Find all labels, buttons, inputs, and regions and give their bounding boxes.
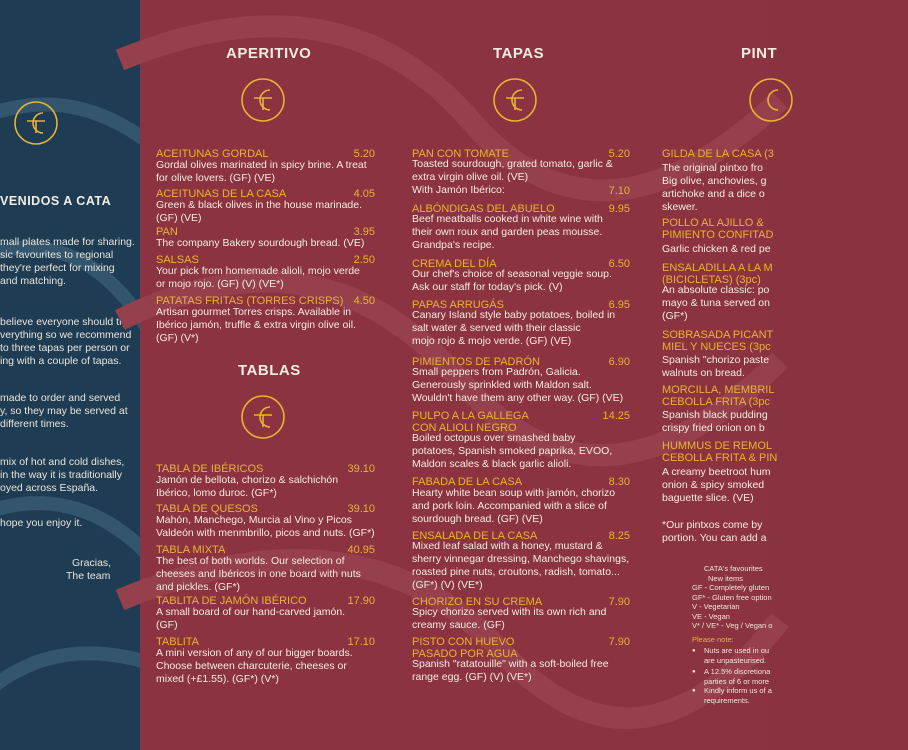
pintxos-column [662,0,778,750]
menu-item-name: PULPO A LA GALLEGA CON ALIOLI NEGRO [412,410,529,434]
please-note-heading: Please note: [692,635,734,644]
menu-item-name: CREMA DEL DÍA [412,258,497,270]
menu-item-description: Spicy chorizo served with its own rich and creamy sauce. (GF) [412,606,607,631]
menu-item-price: 7.90 [608,596,630,608]
menu-item-description: The original pintxo fro Big olive, anchovies, g artichoke and a dice o skewer. [662,162,767,213]
menu-item-price: 7.90 [608,636,630,648]
menu-item-name: TABLA MIXTA [156,544,226,556]
menu-item-name: PATATAS FRITAS (TORRES CRISPS) [156,295,344,307]
note-service-charge: ● A 12.5% discretiona parties of 6 or more [704,667,904,686]
menu-item-price-jamon: 7.10 [608,185,630,197]
note-nuts: ● Nuts are used in ou are unpasteurised. [704,646,904,665]
menu-item-price: 2.50 [353,254,375,266]
menu-item-price: 14.25 [602,410,630,422]
menu-item-price: 9.95 [608,203,630,215]
menu-item-description: A mini version of any of our bigger boards. Choose between charcuterie, cheeses or mixed (+£1.55). (GF*) (V*) [156,647,353,685]
menu-item-price: 6.90 [608,356,630,368]
menu-item-name: TABLA DE IBÉRICOS [156,463,264,475]
menu-item-description: Garlic chicken & red pe [662,243,771,255]
menu-item-name: TABLA DE QUESOS [156,503,258,515]
legend-vegan: VE - Vegan [692,612,730,621]
menu-item-description: A small board of our hand-carved jamón. (GF) [156,606,346,631]
menu-item-name: TABLITA [156,636,199,648]
welcome-paragraph-2: believe everyone should try verything so we recommend to three tapas per person or ing with a couple of tapas. [0,316,132,367]
menu-item-name: TABLITA DE JAMÓN IBÉRICO [156,595,307,607]
menu-item-name: ACEITUNAS DE LA CASA [156,188,287,200]
note-dietary: ● Kindly inform us of a requirements. [704,686,904,705]
menu-item-description: The company Bakery sourdough bread. (VE) [156,237,365,249]
menu-item-description: Gordal olives marinated in spicy brine. A treat for olive lovers. (GF) (VE) [156,159,367,184]
cata-logo-icon [240,394,286,440]
welcome-paragraph-5: hope you enjoy it. [0,517,83,529]
menu-item-name: ENSALADILLA A LA M (BICICLETAS) (3pc) [662,262,773,286]
menu-item-description: Spanish "chorizo paste walnuts on bread. [662,354,770,379]
menu-item-name: CHORIZO EN SU CREMA [412,596,543,608]
menu-item-name: HUMMUS DE REMOL CEBOLLA FRITA & PIN [662,440,778,464]
menu-item-price: 8.25 [608,530,630,542]
legend-veg-option: V* / VE* - Veg / Vegan o [692,621,773,630]
section-title-tablas: TABLAS [238,362,301,379]
menu-item-name: PAN CON TOMATE [412,148,509,160]
pintxos-footnote: *Our pintxos come by portion. You can add a [662,519,767,544]
menu-item-description: Your pick from homemade alioli, mojo verde or mojo rojo. (GF) (V) (VE*) [156,265,360,290]
legend-gf: GF - Completely gluten [692,583,770,592]
menu-item-description: Green & black olives in the house marinade. (GF) (VE) [156,199,363,224]
signature-gracias: Gracias, [72,557,112,569]
legend-vegetarian: V - Vegetarian [692,602,740,611]
menu-item-name: GILDA DE LA CASA (3 [662,148,774,160]
menu-item-name: PIMIENTOS DE PADRÓN [412,356,540,368]
menu-item-price: 4.05 [353,188,375,200]
menu-item-price: 5.20 [608,148,630,160]
menu-item-description: Small peppers from Padrón, Galicia. Generously sprinkled with Maldon salt. Wouldn't have them any other way. (GF) (VE) [412,366,624,404]
welcome-paragraph-1: mall plates made for sharing. sic favourites to regional they're perfect for mixing and matching. [0,236,135,287]
menu-item-description: Spanish "ratatouille" with a soft-boiled free range egg. (GF) (V) (VE*) [412,658,609,683]
menu-item-price: 4.50 [353,295,375,307]
menu-item-name: ACEITUNAS GORDAL [156,148,269,160]
menu-item-name: POLLO AL AJILLO & PIMIENTO CONFITAD [662,217,774,241]
welcome-sidebar [0,0,140,750]
menu-item-name: ENSALADA DE LA CASA [412,530,538,542]
menu-item-price: 3.95 [353,226,375,238]
menu-item-price: 17.90 [347,595,375,607]
menu-item-description: Toasted sourdough, grated tomato, garlic & extra virgin olive oil. (VE) With Jamón Ibérico: [412,158,613,196]
legend-favourites: CATA's favourites [704,564,763,573]
menu-item-description: Mixed leaf salad with a honey, mustard & sherry vinnegar dressing, Manchego shavings, roasted pine nuts, croutons, radish, tomato... (GF*) (V) (VE*) [412,540,630,591]
welcome-paragraph-4: mix of hot and cold dishes, in the way it is traditionally oyed across España. [0,456,125,494]
section-title-pintxos: PINT [741,45,778,62]
welcome-title: VENIDOS A CATA [0,194,112,208]
welcome-paragraph-3: made to order and served y, so they may be served at different times. [0,392,128,430]
menu-item-description: Spanish black pudding crispy fried onion on b [662,409,768,434]
menu-item-name: PISTO CON HUEVO PASADO POR AGUA [412,636,518,660]
menu-item-price: 8.30 [608,476,630,488]
cata-logo-icon [13,100,59,146]
menu-item-description: A creamy beetroot hum onion & spicy smoked baguette slice. (VE) [662,466,771,504]
menu-item-name: FABADA DE LA CASA [412,476,523,488]
menu-item-price: 6.50 [608,258,630,270]
menu-item-description: Artisan gourmet Torres crisps. Available in Ibérico jamón, truffle & extra virgin olive oil. (GF) (V*) [156,306,356,344]
cata-logo-icon [240,77,286,123]
menu-item-description: Beef meatballs cooked in white wine with their own roux and garden peas mousse. Grandpa's recipe. [412,213,603,251]
menu-item-description: The best of both worlds. Our selection of cheeses and Ibéricos in one board with nuts and pickles. (GF*) [156,555,361,593]
legend-new-items: New items [708,574,744,583]
menu-item-description: Our chef's choice of seasonal veggie soup. Ask our staff for today's pick. (V) [412,268,612,293]
menu-item-description: An absolute classic: po mayo & tuna served on (GF*) [662,284,770,322]
menu-item-price: 5.20 [353,148,375,160]
menu-item-description: Jamón de bellota, chorizo & salchichón Ibérico, lomo duroc. (GF*) [156,474,339,499]
menu-item-name: PAPAS ARRUGÁS [412,299,504,311]
menu-item-name: SALSAS [156,254,199,266]
menu-item-price: 39.10 [347,463,375,475]
cata-logo-icon [492,77,538,123]
menu-item-price: 40.95 [347,544,375,556]
menu-item-name: ALBÓNDIGAS DEL ABUELO [412,203,555,215]
menu-item-description: Hearty white bean soup with jamón, chorizo and pork loin. Accompanied with a slice of sourdough bread. (GF) (VE) [412,487,616,525]
menu-item-price: 6.95 [608,299,630,311]
section-title-aperitivo: APERITIVO [226,45,312,62]
menu-item-description: Canary Island style baby potatoes, boiled in salt water & served with their classic mojo rojo & mojo verde. (GF) (VE) [412,309,616,347]
menu-item-price: 17.10 [347,636,375,648]
legend-gf-option: GF* - Gluten free option [692,593,772,602]
section-title-tapas: TAPAS [493,45,545,62]
signature-team: The team [66,570,111,582]
menu-item-name: PAN [156,226,178,238]
menu-item-price: 39.10 [347,503,375,515]
menu-item-name: SOBRASADA PICANT MIEL Y NUECES (3pc [662,329,774,353]
menu-item-description: Mahón, Manchego, Murcia al Vino y Picos Valdeón with menmbrillo, picos and nuts. (GF*) [156,514,375,539]
menu-item-description: Boiled octopus over smashed baby potatoes, Spanish smoked paprika, EVOO, Maldon scales & black garlic alioli. [412,432,613,470]
menu-item-name: MORCILLA, MEMBRIL CEBOLLA FRITA (3pc [662,384,775,408]
